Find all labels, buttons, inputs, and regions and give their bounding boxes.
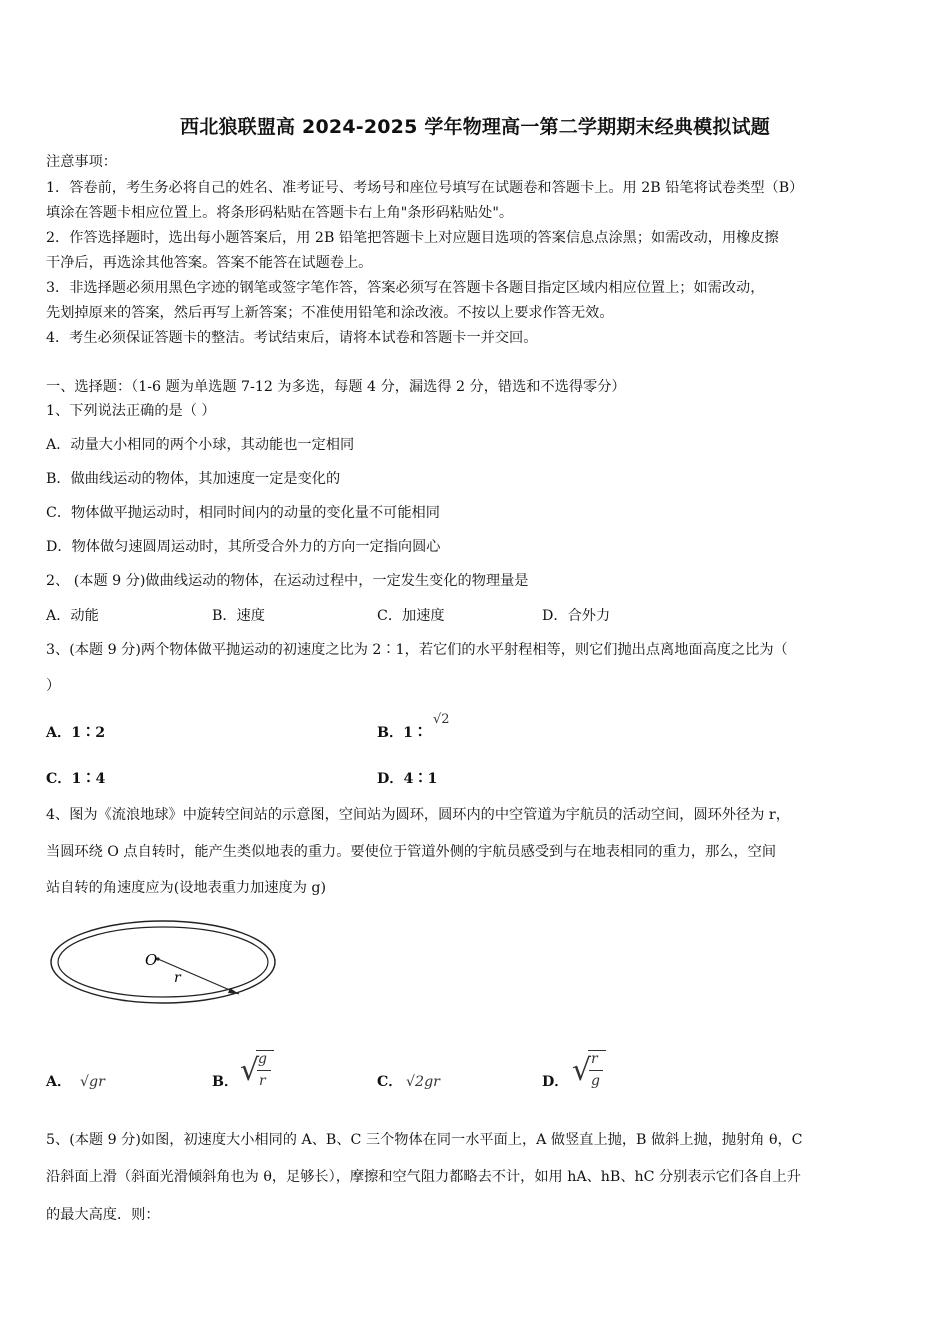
notice-line: 干净后，再选涂其他答案。答案不能答在试题卷上。: [46, 255, 373, 271]
ring-inner: [58, 927, 268, 997]
q2-option-d: D．合外力: [542, 608, 611, 624]
q4-option-b-letter: B．: [212, 1074, 239, 1090]
q2-option-b: B．速度: [212, 608, 265, 624]
space-station-figure: [46, 918, 281, 1010]
ring-outer: [51, 921, 275, 1003]
q2-option-a: A．动能: [46, 608, 99, 624]
q1-option-d: D．物体做匀速圆周运动时，其所受合外力的方向一定指向圆心: [46, 539, 441, 555]
q4-option-d-expr: [572, 1046, 612, 1098]
fraction-numerator: g: [258, 1051, 267, 1067]
q4-option-a-letter: A．: [46, 1074, 72, 1090]
q1-stem: 1、下列说法正确的是（ ）: [46, 403, 216, 419]
q5-stem-line: 沿斜面上滑（斜面光滑倾斜角也为 θ，足够长），摩擦和空气阻力都略去不计，如用 hA、hB、hC 分别表示它们各自上升: [46, 1169, 801, 1185]
radius-label: r: [174, 970, 181, 986]
q4-stem-line: 站自转的角速度应为(设地表重力加速度为 g): [46, 880, 327, 896]
q3-option-c: C．1∶4: [46, 771, 106, 787]
sqrt-sign-icon: √: [240, 1053, 260, 1088]
fraction-denominator: g: [591, 1073, 600, 1089]
q3-option-b: B．1∶: [377, 725, 428, 741]
q1-option-b: B．做曲线运动的物体，其加速度一定是变化的: [46, 471, 341, 487]
q2-option-c: C．加速度: [377, 608, 445, 624]
q5-stem-line: 的最大高度．则：: [46, 1207, 160, 1223]
q4-option-d-letter: D．: [542, 1074, 569, 1090]
notice-line: 2．作答选择题时，选出每小题答案后，用 2B 铅笔把答题卡上对应题目选项的答案信息点涂黑；如需改动，用橡皮擦: [46, 230, 779, 246]
fraction-bar: [589, 1070, 603, 1071]
fraction-numerator: r: [591, 1051, 598, 1067]
q4-option-c-expr: √2gr: [406, 1074, 440, 1090]
notice-line: 填涂在答题卡相应位置上。将条形码粘贴在答题卡右上角"条形码粘贴处"。: [46, 205, 514, 221]
notice-line: 3．非选择题必须用黑色字迹的钢笔或签字笔作答，答案必须写在答题卡各题目指定区域内相应位置上；如需改动，: [46, 280, 765, 296]
q4-option-c-letter: C．: [377, 1074, 403, 1090]
q3-option-a: A．1∶2: [46, 725, 106, 741]
page-title: 西北狼联盟高 2024-2025 学年物理高一第二学期期末经典模拟试题: [180, 116, 770, 138]
q3-option-d: D．4∶1: [377, 771, 438, 787]
notice-line: 1．答卷前，考生务必将自己的姓名、准考证号、考场号和座位号填写在试题卷和答题卡上。用 2B 铅笔将试卷类型（B）: [46, 180, 804, 196]
q1-option-c: C．物体做平抛运动时，相同时间内的动量的变化量不可能相同: [46, 505, 440, 521]
q4-option-b-expr: [240, 1046, 280, 1098]
q3-sqrt2: √2: [433, 712, 450, 727]
fraction-bar: [257, 1070, 271, 1071]
q4-option-a-expr: √gr: [80, 1074, 105, 1090]
q1-option-a: A．动量大小相同的两个小球，其动能也一定相同: [46, 437, 355, 453]
section-heading: 一、选择题：（1-6 题为单选题 7-12 为多选，每题 4 分，漏选得 2 分，错选和不选得零分）: [46, 379, 626, 395]
notice-line: 4．考生必须保证答题卡的整洁。考试结束后，请将本试卷和答题卡一并交回。: [46, 330, 538, 346]
radius-arrowhead: [228, 988, 239, 994]
center-label: O: [145, 951, 158, 969]
notice-line: 先划掉原来的答案，然后再写上新答案；不准使用铅笔和涂改液。不按以上要求作答无效。: [46, 305, 614, 321]
q3-stem: 3、(本题 9 分)两个物体做平抛运动的初速度之比为 2∶1，若它们的水平射程相等，则它们抛出点离地面高度之比为（: [46, 642, 788, 658]
q5-stem-line: 5、(本题 9 分)如图，初速度大小相同的 A、B、C 三个物体在同一水平面上，A 做竖直上抛，B 做斜上抛，抛射角 θ，C: [46, 1132, 803, 1148]
q4-stem-line: 4、图为《流浪地球》中旋转空间站的示意图，空间站为圆环，圆环内的中空管道为宇航员的活动空间，圆环外径为 r，: [46, 807, 790, 823]
q3-stem-end: ）: [46, 678, 61, 694]
notice-heading: 注意事项：: [46, 154, 117, 170]
fraction-denominator: r: [259, 1073, 266, 1089]
q4-stem-line: 当圆环绕 O 点自转时，能产生类似地表的重力。要使位于管道外侧的宇航员感受到与在地表相同的重力，那么，空间: [46, 844, 777, 860]
sqrt-sign-icon: √: [572, 1053, 592, 1088]
radius-line: [158, 959, 239, 994]
q2-stem: 2、 (本题 9 分)做曲线运动的物体，在运动过程中，一定发生变化的物理量是: [46, 573, 529, 589]
